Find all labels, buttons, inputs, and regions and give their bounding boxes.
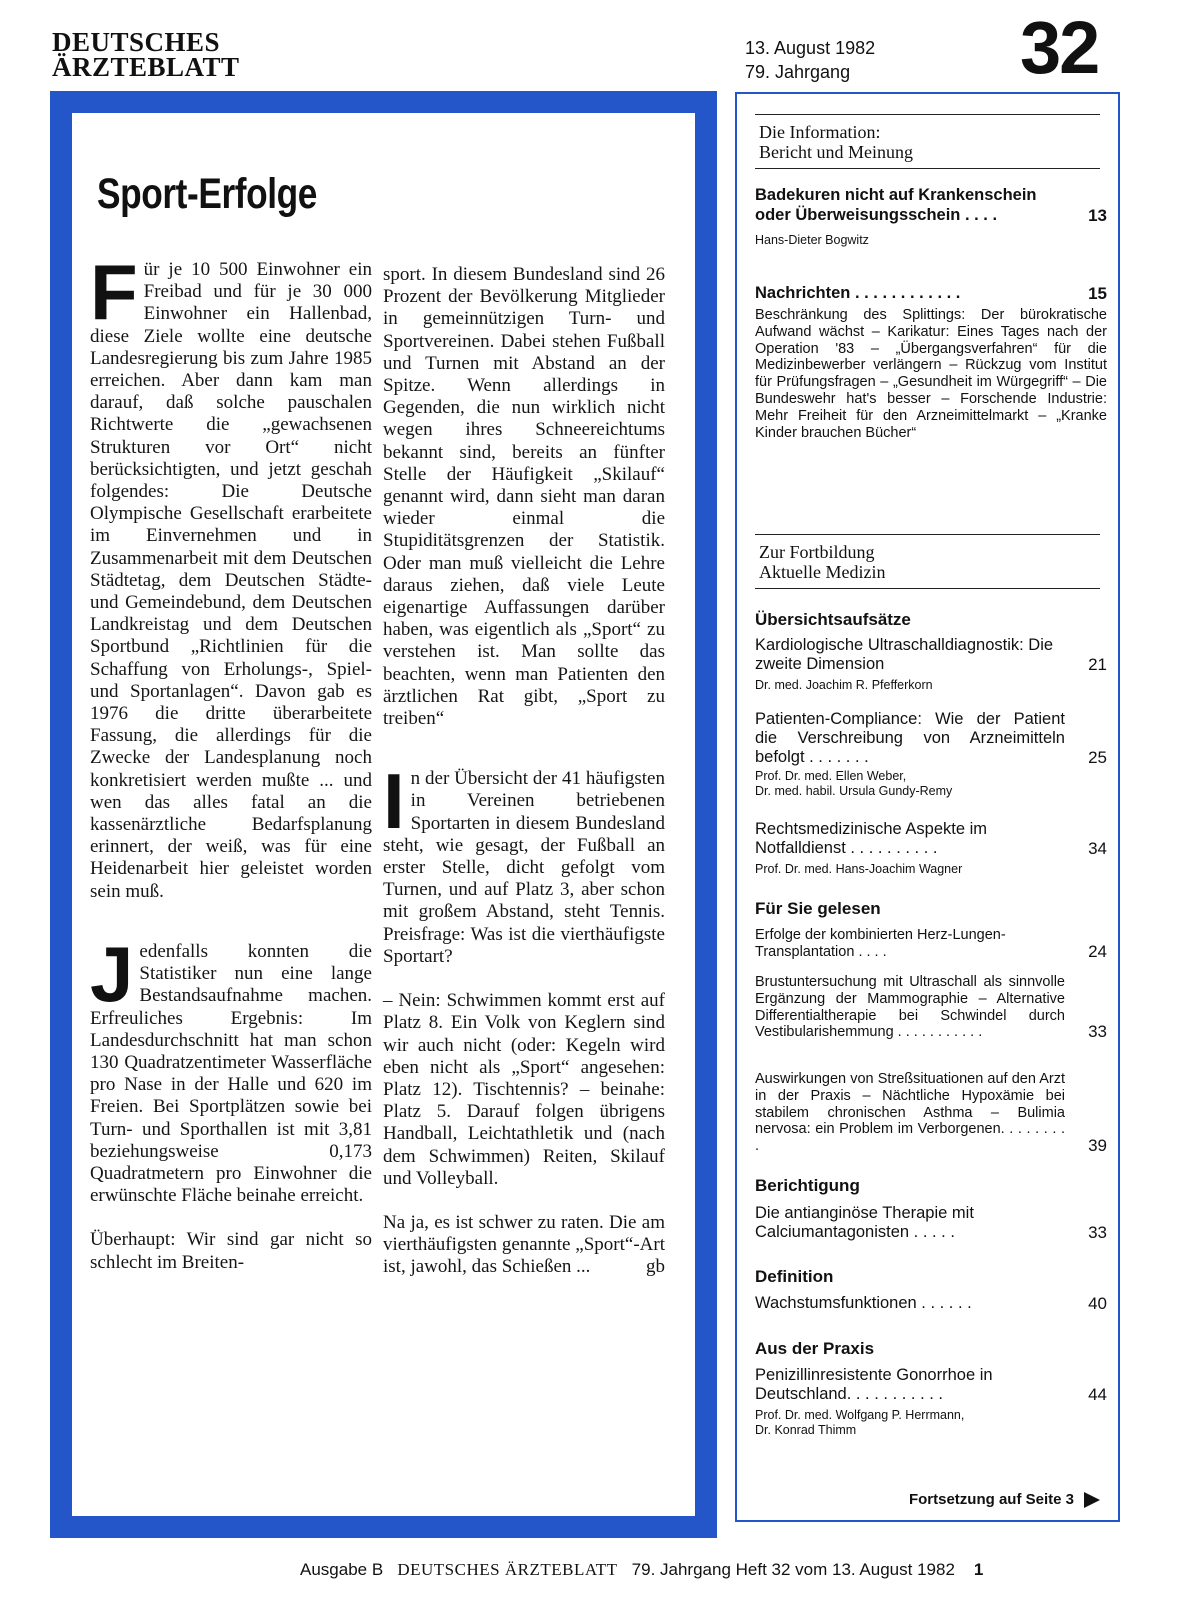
entry-author: Prof. Dr. med. Hans-Joachim Wagner [755, 862, 963, 876]
page-number: 33 [1088, 1223, 1107, 1242]
entry-title: Nachrichten . . . . . . . . . . . . 15 [755, 284, 1107, 303]
paragraph-text: ür je 10 500 Einwohner ein Freibad und für je 30 000 Einwohner ein Hallenbad, diese Ziele wollte eine deutsche Landesregierung bis zum Jahre 1985 erreichen. Aber dann kam man darauf, daß solche pauschalen Richtwerte die „gewachsenen Strukturen vor Ort“ nicht berücksichtigten, und jetzt geschah folgendes: Die Deutsche Olympische Gesellschaft erarbeitete im Einvernehmen und in Zusammenarbeit mit dem Deutschen Städtetag, dem Deutschen Städte- und Gemeindebund, dem Deutschen Landkreistag und dem Deutschen Sportbund „Richtlinien für die Schaffung von Erholungs-, Spiel- und Sportanlagen“. Davon gab es 1976 die dritte überarbeitete Fassung, die allerdings für die Zwecke der Landesplanung noch konkretisiert werden mußte ... und wen das alles fatal an die kassenärztliche Bedarfsplanung erinnert, der weiß, was für eine Heidenarbeit hier geleistet worden sein muß. [90, 259, 372, 902]
masthead-line2: ÄRZTEBLATT [52, 52, 240, 82]
entry-author: Prof. Dr. med. Ellen Weber, [755, 769, 907, 783]
entry-title: Erfolge der kombinierten Herz-Lungen-Transplantation . . . . 24 [755, 927, 1107, 961]
divider [755, 588, 1100, 589]
entry-author: Hans-Dieter Bogwitz [755, 233, 869, 247]
issue-info [745, 36, 875, 84]
paragraph-text: edenfalls konnten die Statistiker nun eine lange Bestandsaufnahme machen. Erfreuliches Ergebnis: Im Landesdurchschnitt hat man schon 130 Quadratzentimeter Wasserfläche pro Nase in der Halle und 620 im Freien. Bei Sportplätzen sowie bei Turn- und Sporthallen ist mit 3,81 beziehungsweise 0,173 Quadratmetern pro Einwohner die erwünschte Fläche beinahe erreicht. [90, 940, 372, 1207]
toc-entry[interactable] [755, 974, 1107, 1041]
toc-category: Für Sie gelesen [755, 899, 881, 918]
article-title: Sport-Erfolge [97, 170, 317, 218]
entry-title: Badekuren nicht auf Krankenschein oder Überweisungsschein . . . . 13 [755, 186, 1107, 225]
page-number: 33 [1088, 1022, 1107, 1042]
entry-title: Kardiologische Ultraschalldiagnostik: Die zweite Dimension 21 [755, 636, 1107, 674]
dropcap: I [383, 757, 405, 846]
paragraph-text: – Nein: Schwimmen kommt erst auf Platz 8. Ein Volk von Keglern sind wir auch nicht (oder: Kegeln wird eben nicht als „Sport“ angesehen: Platz 12). Tischtennis? – beinahe: Platz 5. Darauf folgen übrigens Handball, Leichtathletik und (nach dem Schwimmen) Reiten, Skilauf und Volleyball. [383, 990, 665, 1189]
page-number: 34 [1088, 839, 1107, 858]
toc-section-heading [759, 122, 913, 162]
paragraph-text: Na ja, es ist schwer zu raten. Die am vierthäufigsten genannte „Sport“-Art ist, jawohl, das Schießen ... [383, 1211, 665, 1278]
paragraph-text: sport. In diesem Bundesland sind 26 Prozent der Bevölkerung Mitglieder in gemeinnützigen Turn- und Sportvereinen. Dabei stehen Fußball und Turnen mit Abstand an der Spitze. Wenn allerdings in Gegenden, die nun wirklich nicht wegen ihres Schneereichtums bekannt sind, bereits an fünfter Stelle der Häufigkeit „Skilauf“ genannt wird, dann sieht man daran wieder einmal die Stupiditätsgrenzen der Statistik. Oder man muß vielleicht die Lehre daraus ziehen, daß viele Leute eigenartige Auffassungen darüber haben, was eigentlich als „Sport“ zu verstehen ist. Man sollte das beachten, wenn man Patienten den ärztlichen Rat gibt, „Sport zu treiben“ [383, 264, 665, 730]
article-frame [50, 91, 717, 1538]
page-number: 40 [1088, 1294, 1107, 1313]
section-heading-line: Bericht und Meinung [759, 142, 913, 162]
article-column-left [90, 248, 372, 1296]
paragraph [383, 990, 665, 1190]
entry-title: Brustuntersuchung mit Ultraschall als sinnvolle Ergänzung der Mammographie – Alternative Differentialtherapie bei Schwindel durch Vestibularishemmung . . . . . . . . . . . 33 [755, 974, 1107, 1042]
dropcap: J [90, 929, 134, 1018]
page-footer [300, 1560, 983, 1580]
divider [755, 534, 1100, 535]
issue-number: 32 [1020, 6, 1099, 89]
section-heading-line: Zur Fortbildung [759, 542, 875, 562]
page-number: 44 [1088, 1385, 1107, 1404]
toc-category: Übersichtsaufsätze [755, 610, 911, 629]
paragraph [383, 1212, 665, 1279]
page-number: 39 [1088, 1136, 1107, 1156]
toc-entry[interactable] [755, 284, 1107, 441]
masthead [52, 27, 240, 82]
entry-title: Wachstumsfunktionen . . . . . . 40 [755, 1294, 1107, 1313]
entry-title: Patienten-Compliance: Wie der Patient die Verschreibung von Arzneimitteln befolgt . . . . . . . 25 [755, 710, 1107, 767]
author-signature: gb [646, 1256, 665, 1278]
entry-title: Rechtsmedizinische Aspekte im Notfalldienst . . . . . . . . . . 34 [755, 820, 1107, 858]
page-number: 21 [1088, 655, 1107, 674]
article-column-right [383, 264, 665, 1301]
toc-entry[interactable] [755, 1204, 1107, 1242]
paragraph [90, 929, 372, 1207]
footer-page-number: 1 [973, 1560, 984, 1579]
toc-section-heading [759, 542, 885, 582]
entry-author: Prof. Dr. med. Wolfgang P. Herrmann, [755, 1408, 965, 1422]
masthead-line1: DEUTSCHES [52, 27, 221, 57]
section-heading-line: Aktuelle Medizin [759, 562, 886, 582]
toc-entry[interactable] [755, 1294, 1107, 1313]
section-heading-line: Die Information: [759, 122, 881, 142]
toc-entry[interactable] [755, 710, 1107, 799]
toc-category: Aus der Praxis [755, 1339, 875, 1358]
paragraph [383, 264, 665, 730]
toc-category: Berichtigung [755, 1176, 860, 1195]
footer-paper-name: DEUTSCHES ÄRZTEBLATT [397, 1560, 618, 1579]
paragraph [90, 248, 372, 903]
toc-entry[interactable] [755, 1071, 1107, 1155]
entry-title: Penizillinresistente Gonorrhoe in Deutschland. . . . . . . . . . . 44 [755, 1366, 1107, 1404]
footer-edition: Ausgabe B [300, 1560, 384, 1579]
page-number: 25 [1088, 748, 1107, 767]
entry-title: Die antianginöse Therapie mit Calciumantagonisten . . . . . 33 [755, 1204, 1107, 1242]
page-number: 15 [1088, 284, 1107, 303]
dropcap: F [90, 248, 138, 336]
page-number: 13 [1088, 205, 1107, 225]
toc-entry[interactable] [755, 927, 1107, 961]
toc-category: Definition [755, 1267, 834, 1286]
entry-title: Auswirkungen von Streßsituationen auf den Arzt in der Praxis – Nächtliche Hypoxämie bei stabilem chronischen Asthma – Bulimia nervosa: ein Problem im Verborgenen. . . . . . . . . 39 [755, 1071, 1107, 1156]
continuation-label: Fortsetzung auf Seite 3 [908, 1490, 1074, 1508]
toc-entry[interactable] [755, 1366, 1107, 1438]
paragraph [383, 757, 665, 968]
divider [755, 168, 1100, 169]
page-number: 24 [1088, 941, 1107, 961]
issue-date: 13. August 1982 [745, 38, 876, 58]
paragraph-text: n der Übersicht der 41 häufigsten in Vereinen betriebenen Sportarten in diesem Bundesland steht, wie gesagt, der Fußball an erster Stelle, dicht gefolgt vom Turnen, und auf Platz 3, aber schon mit großem Abstand, steht Tennis. Preisfrage: Was ist die vierthäufigste Sportart? [383, 768, 665, 967]
play-triangle-icon [1084, 1492, 1100, 1508]
article-body [72, 113, 695, 1516]
toc-entry[interactable] [755, 186, 1107, 248]
paragraph [90, 1229, 372, 1273]
table-of-contents [735, 92, 1120, 1522]
toc-entry[interactable] [755, 820, 1107, 877]
entry-author: Dr. med. Joachim R. Pfefferkorn [755, 678, 933, 692]
entry-description: Beschränkung des Splittings: Der bürokratische Aufwand wächst – Karikatur: Eines Tages nach der Operation '83 – „Übergangsverfahren“ für die Medizinbewerber verlängern – Rückzug vom Institut für Prüfungsfragen – „Gesundheit im Würgegriff“ – Die Bundeswehr hat's besser – Forschende Industrie: Mehr Freiheit für den Arzneimittelmarkt – „Kranke Kinder brauchen Bücher“ [755, 307, 1107, 441]
footer-issue-info: 79. Jahrgang Heft 32 vom 13. August 1982 [631, 1560, 955, 1579]
issue-volume: 79. Jahrgang [745, 62, 851, 82]
continuation-link[interactable] [909, 1491, 1100, 1508]
divider [755, 114, 1100, 115]
paragraph-text: Überhaupt: Wir sind gar nicht so schlecht im Breiten- [90, 1229, 372, 1273]
entry-author: Dr. med. habil. Ursula Gundy-Remy [755, 784, 953, 798]
toc-entry[interactable] [755, 636, 1107, 693]
entry-author: Dr. Konrad Thimm [755, 1423, 857, 1437]
